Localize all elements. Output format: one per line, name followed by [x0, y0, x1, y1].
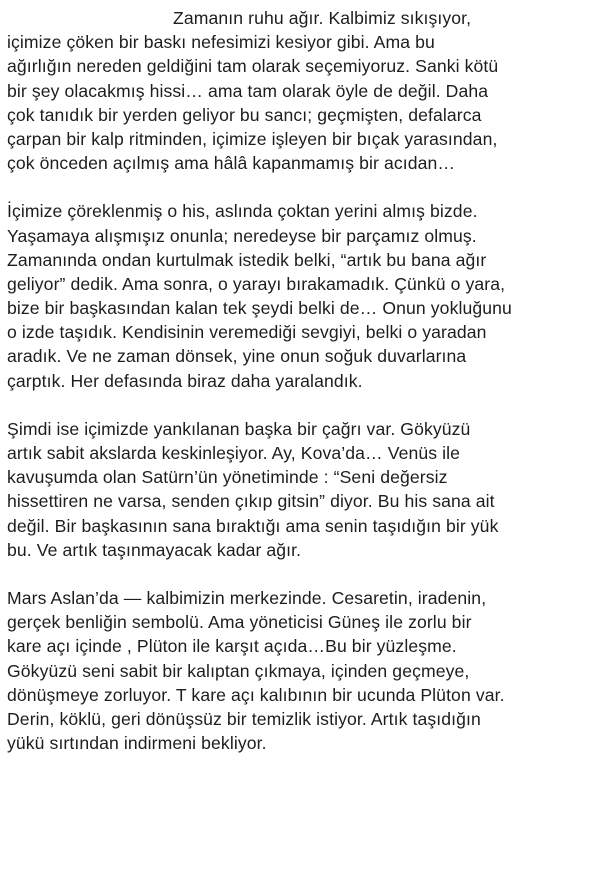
text-line: değil. Bir başkasının sana bıraktığı ama senin taşıdığın bir yük	[7, 515, 499, 536]
paragraph-2	[0, 199, 600, 393]
text-line: yükü sırtından indirmeni bekliyor.	[7, 733, 267, 754]
text-line: çok önceden açılmış ama hâlâ kapanmamış bir acıdan…	[7, 153, 456, 174]
text-line: içimize çöken bir baskı nefesimizi kesiyor gibi. Ama bu	[7, 32, 435, 53]
paragraph-4	[0, 586, 600, 755]
text-line: İçimize çöreklenmiş o his, aslında çoktan yerini almış bizde.	[7, 201, 478, 222]
text-line: hissettiren ne varsa, senden çıkıp gitsin” diyor. Bu his sana ait	[7, 491, 495, 512]
text-line: bu. Ve artık taşınmayacak kadar ağır.	[7, 539, 302, 560]
text-line: geliyor” dedik. Ama sonra, o yarayı bırakamadık. Çünkü o yara,	[7, 273, 506, 294]
text-line: gerçek benliğin sembolü. Ama yöneticisi Güneş ile zorlu bir	[7, 612, 472, 633]
text-line: ağırlığın nereden geldiğini tam olarak seçemiyoruz. Sanki kötü	[7, 56, 499, 77]
text-line: artık sabit akslarda keskinleşiyor. Ay, Kova’da… Venüs ile	[7, 443, 461, 463]
text-line: bir şey olacakmış hissi… ama tam olarak öyle de değil. Daha	[7, 80, 489, 101]
text-line: Yaşamaya alışmışız onunla; neredeyse bir parçamız olmuş.	[7, 225, 477, 246]
text-line: Zamanın ruhu ağır. Kalbimiz sıkışıyor,	[173, 8, 472, 28]
text-line: o izde taşıdık. Kendisinin veremediği sevgiyi, belki o yaradan	[7, 322, 487, 343]
text-line: aradık. Ve ne zaman dönsek, yine onun soğuk duvarlarına	[7, 346, 467, 367]
text-line: çok tanıdık bir yerden geliyor bu sancı; geçmişten, defalarca	[7, 104, 482, 125]
text-line: Zamanında ondan kurtulmak istedik belki, “artık bu bana ağır	[7, 249, 487, 270]
text-line: kare açı içinde , Plüton ile karşıt açıda…Bu bir yüzleşme.	[7, 636, 457, 657]
text-line: dönüşmeye zorluyor. T kare açı kalıbının bir ucunda Plüton var.	[7, 684, 505, 705]
text-line: bize bir başkasından kalan tek şeydi belki de… Onun yokluğunu	[7, 298, 512, 319]
text-line: Şimdi ise içimizde yankılanan başka bir çağrı var. Gökyüzü	[7, 418, 471, 439]
text-line: kavuşumda olan Satürn’ün yönetiminde : “Seni değersiz	[7, 467, 448, 488]
text-line: Mars Aslan’da — kalbimizin merkezinde. Cesaretin, iradenin,	[7, 587, 487, 608]
paragraph-3	[0, 417, 600, 562]
text-line: çarpan bir kalp ritminden, içimize işleyen bir bıçak yarasından,	[7, 128, 498, 149]
text-line: Gökyüzü seni sabit bir kalıptan çıkmaya, içinden geçmeye,	[7, 660, 470, 681]
text-line: çarptık. Her defasında biraz daha yaralandık.	[7, 370, 363, 391]
text-line: Derin, köklü, geri dönüşsüz bir temizlik istiyor. Artık taşıdığın	[7, 708, 481, 729]
paragraph-1	[0, 6, 600, 175]
